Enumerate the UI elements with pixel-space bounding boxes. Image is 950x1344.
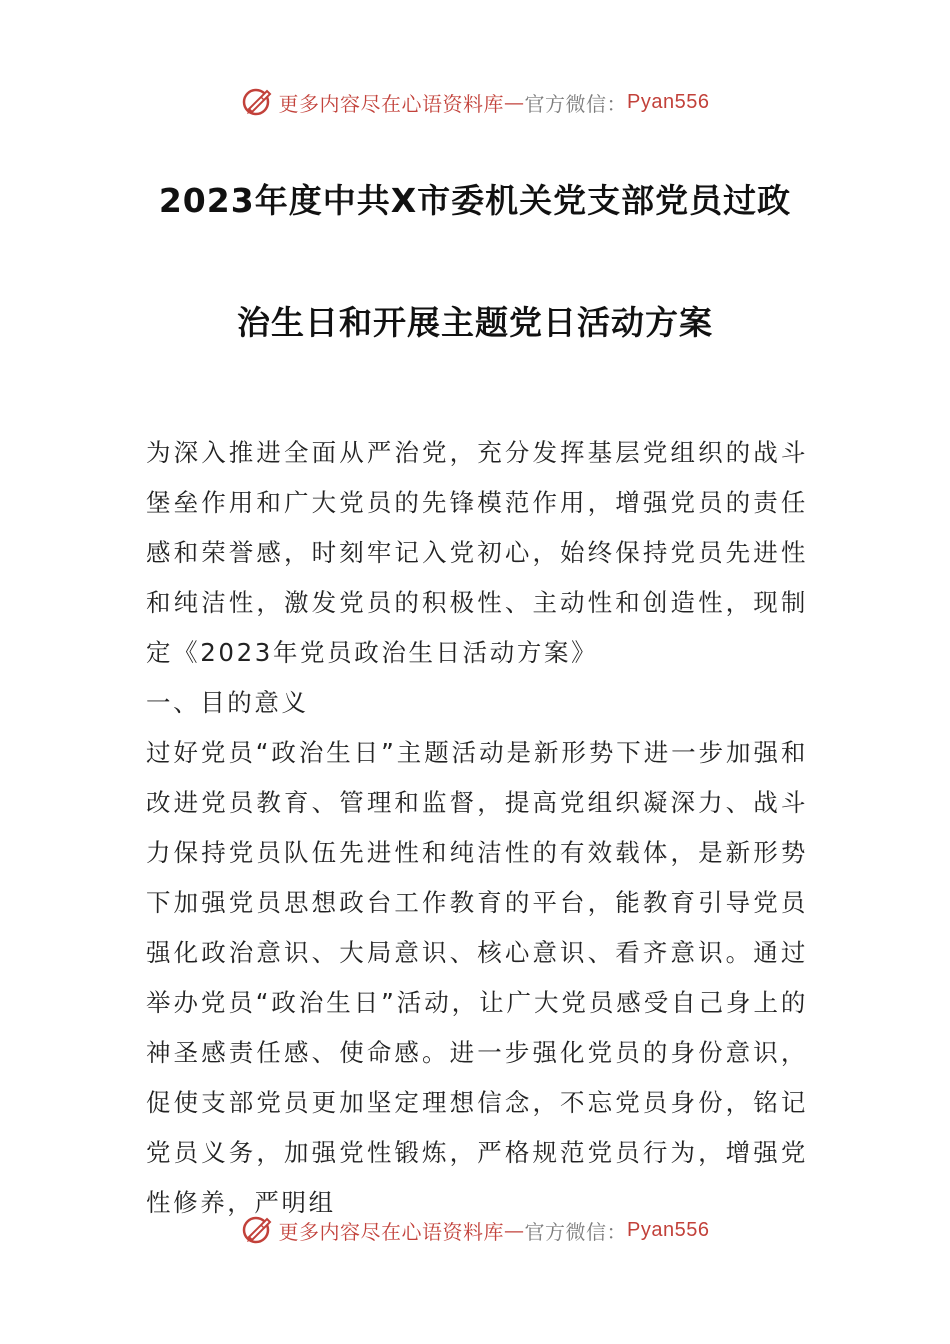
official-wechat-label: 官方微信： <box>524 91 628 116</box>
document-title-line-2: 治生日和开展主题党日活动方案 <box>237 303 713 342</box>
library-name-text: 更多内容尽在心语资料库 <box>278 91 505 116</box>
section-heading: 一、目的意义 <box>146 688 309 717</box>
section-paragraph: 过好党员“政治生日”主题活动是新形势下进一步加强和改进党员教育、管理和监督，提高党组织凝深力、战斗力保持党员队伍先进性和纯洁性的有效载体，是新形势下加强党员思想政台工作教育的平台，能教育引导党员强化政治意识、大局意识、核心意识、看齐意识。通过举办党员“政治生日”活动，让广大党员感受自己身上的神圣感责任感、使命感。进一步强化党员的身份意识，促使支部党员更加坚定理想信念，不忘党员身份，铭记党员义务，加强党性锻炼，严格规范党员行为，增强党性修养，严明组 <box>146 738 808 1217</box>
banner-dash: — <box>504 90 525 114</box>
wechat-id-text: Pyan556 <box>627 90 710 113</box>
library-name-text: 更多内容尽在心语资料库 <box>278 1219 505 1244</box>
official-wechat-label: 官方微信： <box>524 1219 628 1244</box>
wechat-id-text: Pyan556 <box>627 1218 710 1241</box>
footer-watermark-banner <box>0 1210 950 1250</box>
banner-dash: — <box>504 1218 525 1242</box>
document-body <box>146 428 808 1228</box>
document-title-line-1: 2023年度中共X市委机关党支部党员过政 <box>158 181 792 220</box>
pen-logo-icon <box>241 85 275 119</box>
intro-paragraph: 为深入推进全面从严治党，充分发挥基层党组织的战斗堡垒作用和广大党员的先锋模范作用，增强党员的责任感和荣誉感，时刻牢记入党初心，始终保持党员先进性和纯洁性，激发党员的积极性、主动性和创造性，现制定《2023年党员政治生日活动方案》 <box>146 438 808 667</box>
header-watermark-banner <box>0 82 950 122</box>
pen-logo-icon <box>241 1213 275 1247</box>
